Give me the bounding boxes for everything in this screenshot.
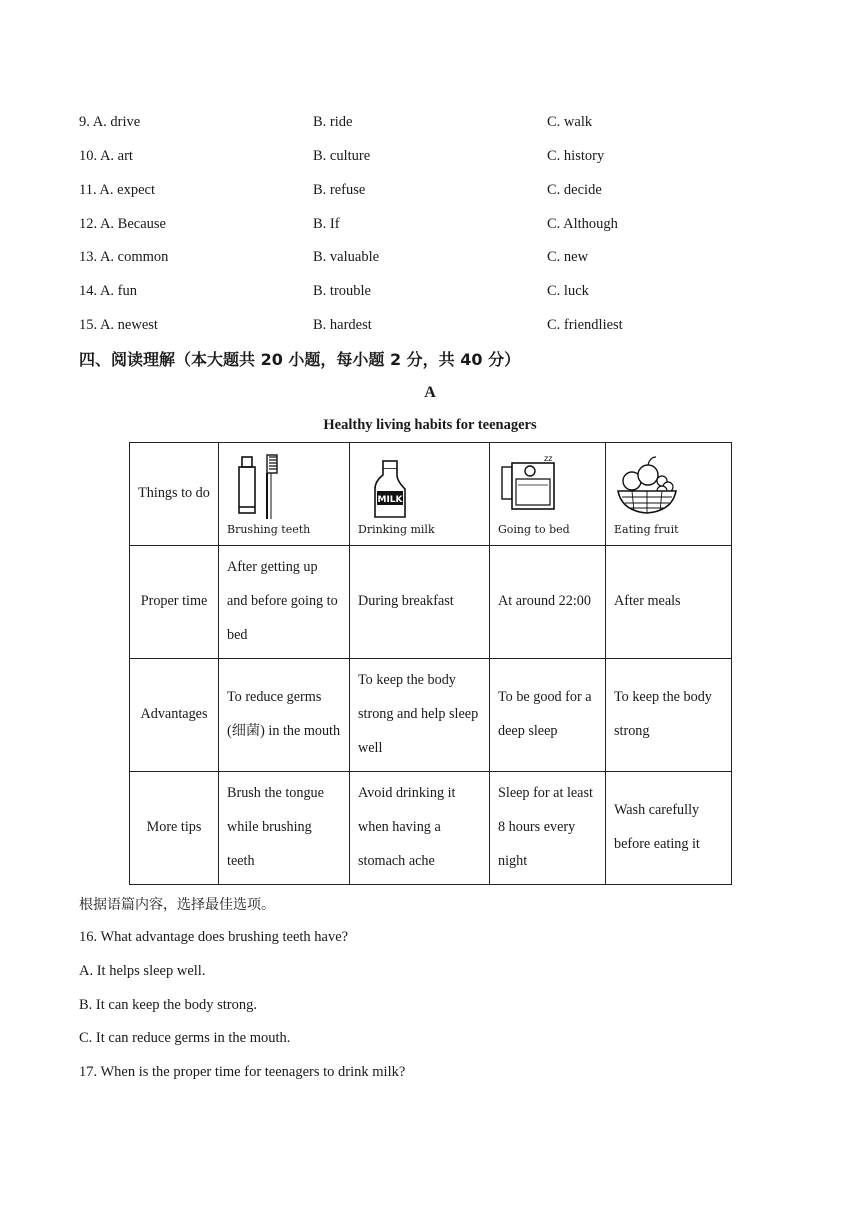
table-row (130, 659, 732, 772)
icon-caption: Drinking milk (358, 523, 435, 536)
option-b: B. hardest (313, 317, 372, 333)
svg-text:MILK: MILK (377, 495, 403, 505)
choice-16-b: B. It can keep the body strong. (79, 997, 257, 1013)
section-title: 四、阅读理解（本大题共 20 小题，每小题 2 分，共 40 分） (79, 350, 521, 369)
option-row-13 (79, 249, 839, 269)
option-a: 14. A. fun (79, 283, 137, 299)
table-cell: Wash carefully before eating it (606, 772, 732, 885)
icon-cell-fruit (606, 443, 732, 546)
toothbrush-icon (225, 451, 285, 523)
option-a: 12. A. Because (79, 216, 166, 232)
option-c: C. friendliest (547, 317, 623, 333)
table-cell: To reduce germs (细菌) in the mouth (219, 659, 350, 772)
icon-caption: Brushing teeth (227, 523, 311, 536)
table-cell: After getting up and before going to bed (219, 546, 350, 659)
option-row-12 (79, 216, 839, 236)
option-b: B. valuable (313, 249, 380, 265)
fruit-basket-icon (612, 451, 682, 523)
table-cell: To keep the body strong (606, 659, 732, 772)
option-c: C. history (547, 148, 605, 164)
passage-letter: A (424, 384, 436, 401)
option-row-15 (79, 317, 839, 337)
option-a: 13. A. common (79, 249, 169, 265)
question-17: 17. When is the proper time for teenagers to drink milk? (79, 1064, 406, 1080)
row-head-advantages: Advantages (130, 659, 219, 772)
option-c: C. luck (547, 283, 589, 299)
table-cell: Brush the tongue while brushing teeth (219, 772, 350, 885)
row-head-tips: More tips (130, 772, 219, 885)
choice-16-a: A. It helps sleep well. (79, 963, 206, 979)
table-row (130, 443, 732, 546)
option-c: C. Although (547, 216, 618, 232)
table-row (130, 546, 732, 659)
option-b: B. trouble (313, 283, 371, 299)
option-a: 11. A. expect (79, 182, 155, 198)
option-c: C. decide (547, 182, 602, 198)
table-cell: During breakfast (350, 546, 490, 659)
icon-cell-brushing (219, 443, 350, 546)
choice-16-c: C. It can reduce germs in the mouth. (79, 1030, 291, 1046)
option-row-11 (79, 182, 839, 202)
row-head-things: Things to do (130, 443, 219, 546)
option-row-14 (79, 283, 839, 303)
option-b: B. refuse (313, 182, 366, 198)
option-c: C. new (547, 249, 589, 265)
option-a: 10. A. art (79, 148, 133, 164)
option-b: B. ride (313, 114, 353, 130)
icon-cell-bed (490, 443, 606, 546)
svg-text:zz: zz (544, 454, 553, 463)
question-16: 16. What advantage does brushing teeth have? (79, 929, 349, 945)
habits-table (129, 442, 732, 885)
table-cell: After meals (606, 546, 732, 659)
icon-cell-milk (350, 443, 490, 546)
milk-bottle-icon (356, 451, 416, 523)
icon-caption: Eating fruit (614, 523, 679, 536)
row-head-time: Proper time (130, 546, 219, 659)
bed-icon (496, 451, 566, 523)
option-row-10 (79, 148, 839, 168)
option-c: C. walk (547, 114, 593, 130)
table-row (130, 772, 732, 885)
icon-caption: Going to bed (498, 523, 570, 536)
table-cell: Avoid drinking it when having a stomach ache (350, 772, 490, 885)
option-a: 15. A. newest (79, 317, 158, 333)
option-a: 9. A. drive (79, 114, 141, 130)
table-title: Healthy living habits for teenagers (323, 417, 537, 433)
table-cell: To be good for a deep sleep (490, 659, 606, 772)
table-cell: To keep the body strong and help sleep well (350, 659, 490, 772)
table-cell: At around 22:00 (490, 546, 606, 659)
option-b: B. culture (313, 148, 371, 164)
option-row-9 (79, 114, 839, 134)
table-cell: Sleep for at least 8 hours every night (490, 772, 606, 885)
option-b: B. If (313, 216, 340, 232)
instruction: 根据语篇内容，选择最佳选项。 (79, 897, 275, 913)
